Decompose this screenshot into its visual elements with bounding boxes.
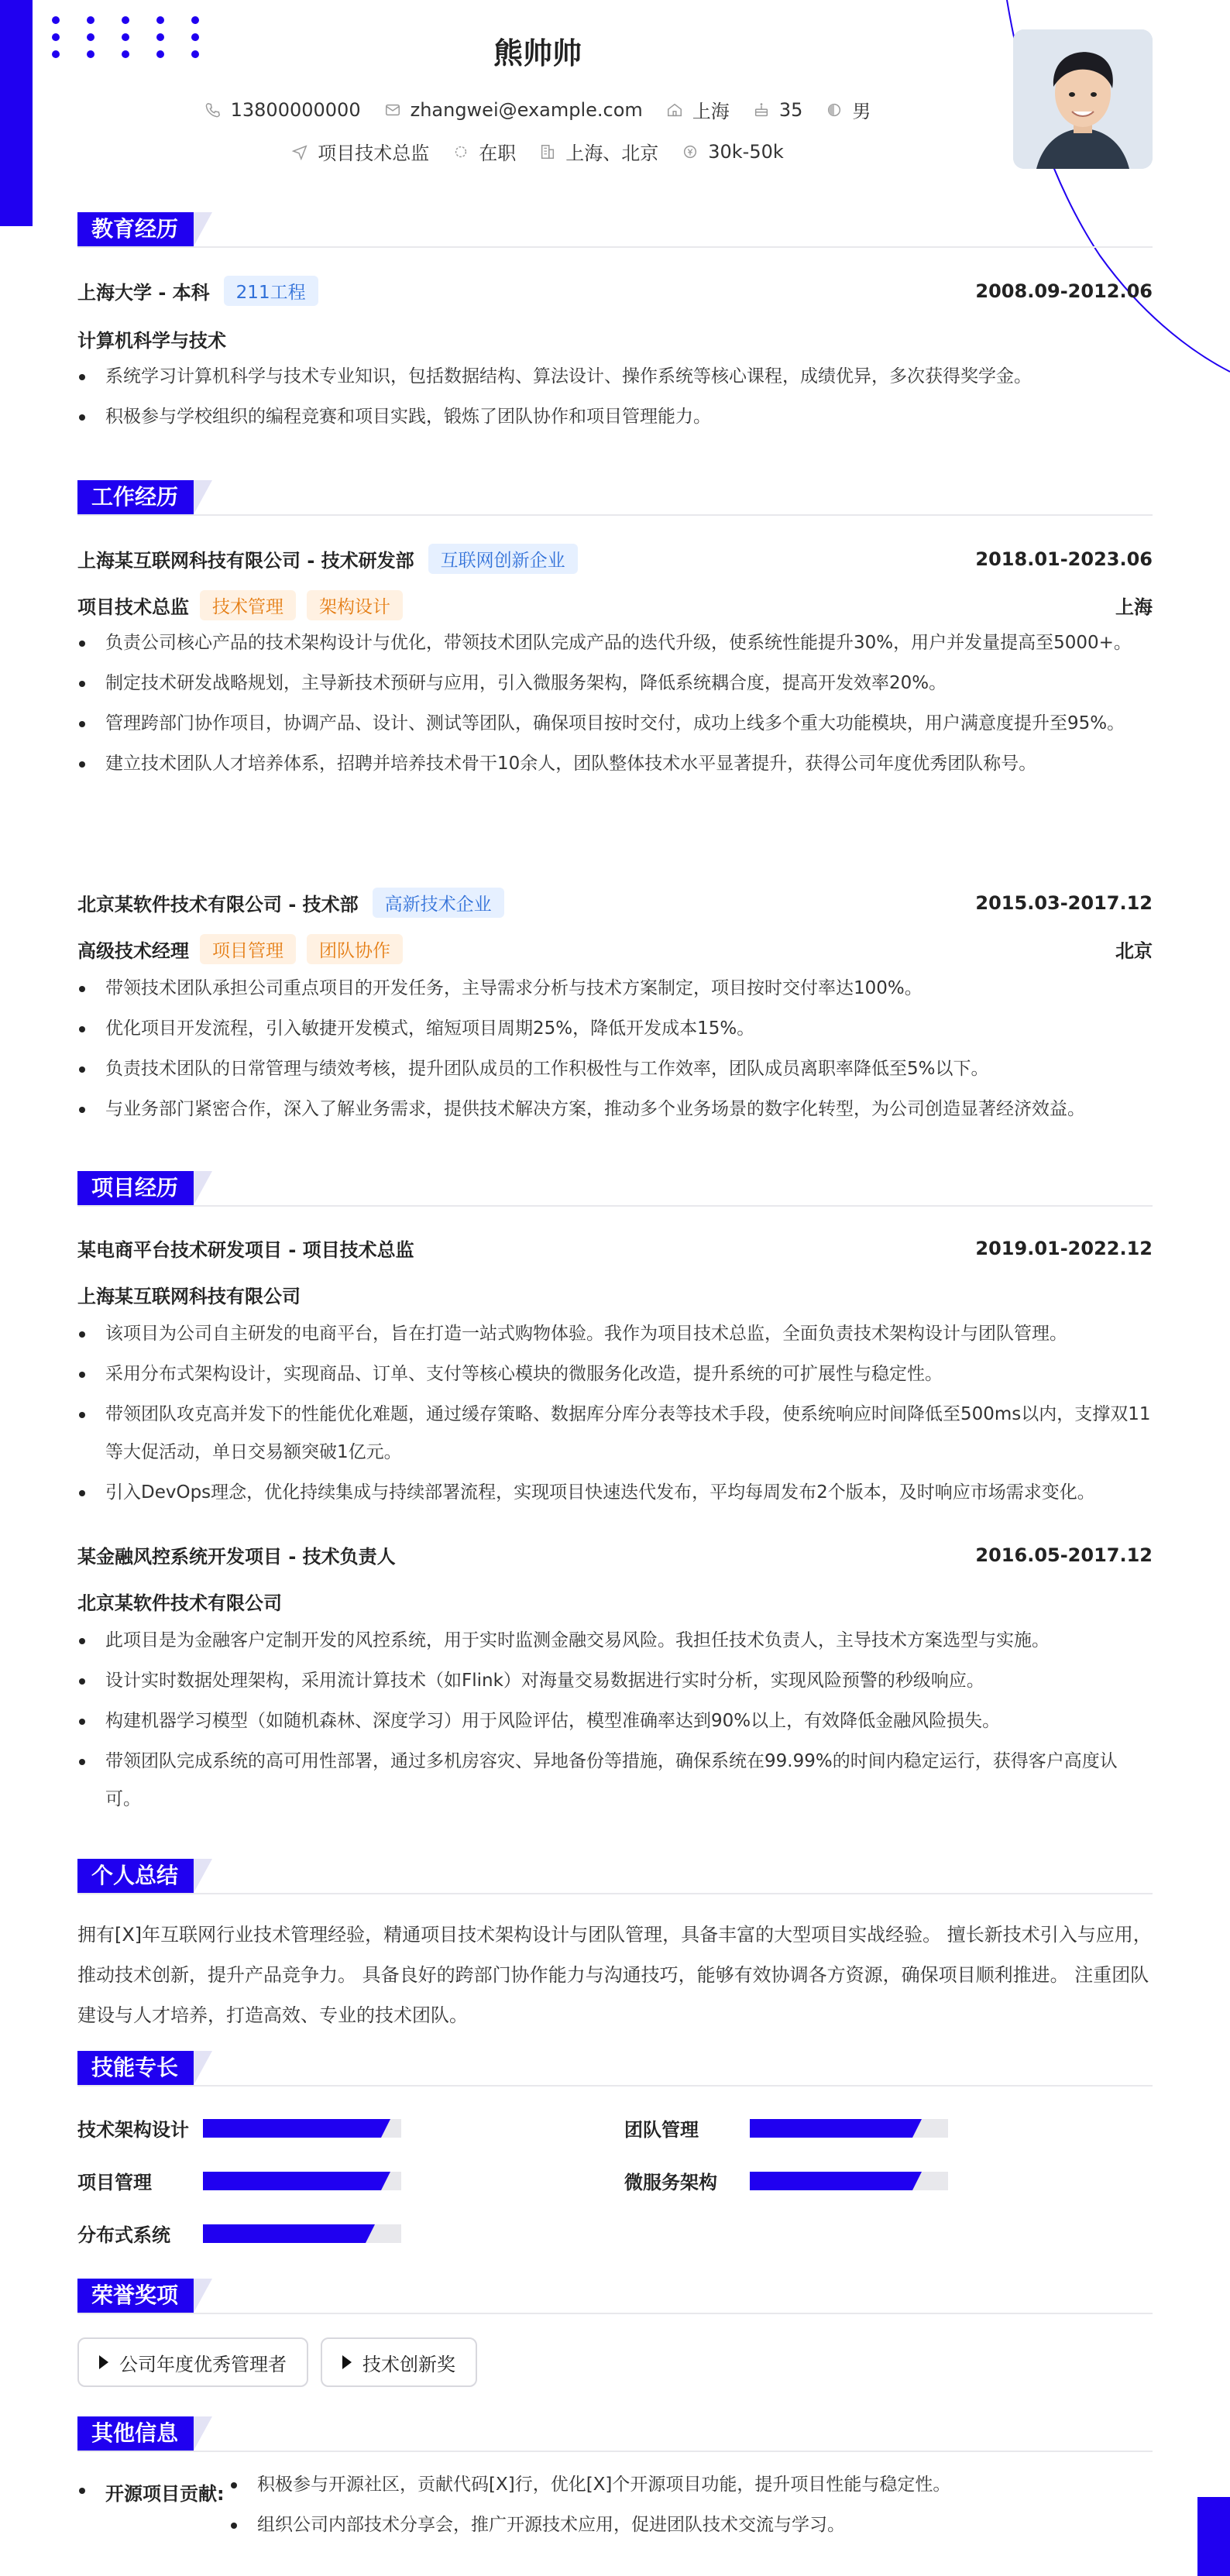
work-date: 2018.01-2023.06 — [975, 548, 1153, 570]
education-bullets — [77, 358, 1153, 438]
gender-icon — [826, 101, 843, 118]
list-item: 带领团队攻克高并发下的性能优化难题，通过缓存策略、数据库分库分表等技术手段，使系统响应时间降低至500ms以内，支撑双11等大促活动，单日交易额突破1亿元。 — [77, 1396, 1153, 1472]
city-item — [666, 96, 730, 123]
skills-title: 技能专长 — [77, 2051, 194, 2085]
role-tag: 技术管理 — [200, 590, 296, 620]
list-item: 积极参与开源社区，贡献代码[X]行，优化[X]个开源项目功能，提升项目性能与稳定性。 — [229, 2466, 1153, 2504]
other-label: 开源项目贡献: — [77, 2478, 225, 2506]
project-bullets — [77, 1622, 1153, 1821]
skill-bar-fill — [203, 2119, 381, 2138]
skill-item — [77, 2220, 401, 2247]
avatar-portrait — [1013, 29, 1153, 169]
target-city-item — [539, 138, 658, 165]
skill-name: 项目管理 — [77, 2172, 152, 2193]
list-item: 优化项目开发流程，引入敏捷开发模式，缩短项目周期25%，降低开发成本15%。 — [77, 1010, 1153, 1048]
phone-icon — [204, 101, 222, 118]
phone-text: 13800000000 — [230, 98, 361, 121]
other-title: 其他信息 — [77, 2416, 194, 2451]
work-location: 北京 — [1115, 940, 1153, 962]
award-chip — [77, 2337, 308, 2387]
position-item — [291, 138, 429, 165]
skill-name: 技术架构设计 — [77, 2119, 189, 2141]
award-label: 技术创新奖 — [362, 2353, 455, 2375]
work-bullets — [77, 624, 1153, 785]
decorative-right-bar — [1197, 2497, 1230, 2576]
work-bullets — [77, 970, 1153, 1131]
gender-text: 男 — [852, 101, 871, 122]
work-entry-row — [77, 544, 1153, 574]
summary-section — [77, 1856, 1153, 2026]
skills-header — [77, 2048, 1153, 2087]
other-section — [77, 2413, 1153, 2535]
skill-name: 分布式系统 — [77, 2224, 170, 2246]
education-section — [77, 209, 1153, 427]
skill-item — [624, 2167, 948, 2194]
education-header — [77, 209, 1153, 248]
building-icon — [539, 143, 556, 160]
skill-item — [77, 2167, 401, 2194]
skill-bar — [203, 2119, 401, 2138]
profile-header — [77, 0, 1153, 186]
education-entry-row — [77, 276, 1153, 306]
gender-item — [826, 96, 871, 123]
school-tag: 211工程 — [224, 276, 318, 306]
project-entry-row — [77, 1541, 1153, 1568]
award-chip — [321, 2337, 477, 2387]
education-major: 计算机科学与技术 — [77, 330, 226, 352]
list-item: 系统学习计算机科学与技术专业知识，包括数据结构、算法设计、操作系统等核心课程，成绩优异，多次获得奖学金。 — [77, 358, 1153, 396]
skill-bar — [750, 2172, 948, 2190]
skill-bar-fill — [750, 2119, 912, 2138]
salary-text: 30k-50k — [708, 140, 784, 163]
summary-header — [77, 1856, 1153, 1894]
work-role-row — [77, 934, 1153, 964]
summary-text — [77, 1915, 1153, 2035]
avatar — [1013, 29, 1153, 169]
city-text: 上海 — [692, 101, 730, 122]
skills-section — [77, 2048, 1153, 2246]
awards-header — [77, 2275, 1153, 2314]
age-item — [753, 96, 803, 123]
list-item: 带领团队完成系统的高可用性部署，通过多机房容灾、异地备份等措施，确保系统在99.99%的时间内稳定运行，获得客户高度认可。 — [77, 1743, 1153, 1819]
list-item: 管理跨部门协作项目，协调产品、设计、测试等团队，确保项目按时交付，成功上线多个重大功能模块，用户满意度提升至95%。 — [77, 705, 1153, 743]
list-item: 负责技术团队的日常管理与绩效考核，提升团队成员的工作积极性与工作效率，团队成员离职率降低至5%以下。 — [77, 1050, 1153, 1088]
status-text: 在职 — [479, 143, 517, 164]
list-item: 积极参与学校组织的编程竞赛和项目实践，锻炼了团队协作和项目管理能力。 — [77, 398, 1153, 436]
send-icon — [291, 143, 308, 160]
skill-bar-fill — [203, 2172, 381, 2190]
list-item: 设计实时数据处理架构，采用流计算技术（如Flink）对海量交易数据进行实时分析，实现风险预警的秒级响应。 — [77, 1662, 1153, 1700]
company-tag: 高新技术企业 — [373, 888, 504, 918]
school-name: 上海大学 - 本科 — [77, 282, 210, 304]
list-item: 引入DevOps理念，优化持续集成与持续部署流程，实现项目快速迭代发布，平均每周发布2个版本，及时响应市场需求变化。 — [77, 1474, 1153, 1512]
skill-bar — [203, 2172, 401, 2190]
company-tag: 互联网创新企业 — [428, 544, 578, 574]
job-intent-row — [77, 138, 998, 165]
candidate-name: 熊帅帅 — [493, 36, 582, 70]
awards-list — [77, 2337, 1153, 2387]
email-text: zhangwei@example.com — [410, 98, 643, 121]
work-role-row — [77, 590, 1153, 620]
list-item: 构建机器学习模型（如随机森林、深度学习）用于风险评估，模型准确率达到90%以上，有效降低金融风险损失。 — [77, 1702, 1153, 1740]
education-title: 教育经历 — [77, 212, 194, 246]
other-header — [77, 2413, 1153, 2452]
work-role: 高级技术经理 — [77, 940, 189, 962]
projects-title: 项目经历 — [77, 1171, 194, 1205]
role-tag: 团队协作 — [307, 934, 403, 964]
resume-page — [77, 0, 1153, 2535]
status-icon — [452, 143, 469, 160]
contact-row — [77, 96, 998, 123]
skill-bar-fill — [203, 2224, 366, 2243]
cake-icon — [753, 101, 770, 118]
summary-title: 个人总结 — [77, 1859, 194, 1893]
role-tag: 架构设计 — [307, 590, 403, 620]
other-bullets — [229, 2466, 1153, 2547]
list-item: 采用分布式架构设计，实现商品、订单、支付等核心模块的微服务化改造，提升系统的可扩展性与稳定性。 — [77, 1355, 1153, 1393]
list-item: 该项目为公司自主研发的电商平台，旨在打造一站式购物体验。我作为项目技术总监，全面负责技术架构设计与团队管理。 — [77, 1315, 1153, 1353]
project-company: 北京某软件技术有限公司 — [77, 1592, 282, 1614]
skill-name: 微服务架构 — [624, 2172, 717, 2193]
work-company: 上海某互联网科技有限公司 - 技术研发部 — [77, 550, 414, 572]
project-title: 某金融风控系统开发项目 - 技术负责人 — [77, 1546, 396, 1568]
projects-section — [77, 1168, 1153, 1809]
project-bullets — [77, 1315, 1153, 1514]
projects-header — [77, 1168, 1153, 1207]
money-icon — [682, 143, 699, 160]
summary-line: 建设与人才培养，打造高效、专业的技术团队。 — [77, 2004, 468, 2026]
skill-bar-fill — [750, 2172, 912, 2190]
work-header — [77, 477, 1153, 516]
role-tag: 项目管理 — [200, 934, 296, 964]
work-section — [77, 477, 1153, 1119]
skill-bar — [203, 2224, 401, 2243]
work-location: 上海 — [1115, 596, 1153, 618]
status-item — [452, 138, 516, 165]
salary-item — [682, 138, 784, 165]
list-item: 负责公司核心产品的技术架构设计与优化，带领技术团队完成产品的迭代升级，使系统性能提升30%，用户并发量提高至5000+。 — [77, 624, 1153, 662]
list-item: 与业务部门紧密合作，深入了解业务需求，提供技术解决方案，推动多个业务场景的数字化转型，为公司创造显著经济效益。 — [77, 1091, 1153, 1128]
project-company: 上海某互联网科技有限公司 — [77, 1286, 301, 1307]
list-item: 带领技术团队承担公司重点项目的开发任务，主导需求分析与技术方案制定，项目按时交付率达100%。 — [77, 970, 1153, 1008]
skill-bar — [750, 2119, 948, 2138]
work-entry-row — [77, 888, 1153, 918]
list-item: 建立技术团队人才培养体系，招聘并培养技术骨干10余人，团队整体技术水平显著提升，获得公司年度优秀团队称号。 — [77, 745, 1153, 783]
project-date: 2019.01-2022.12 — [975, 1237, 1153, 1259]
phone-item — [204, 96, 361, 123]
summary-line: 推动技术创新，提升产品竞争力。 具备良好的跨部门协作能力与沟通技巧，能够有效协调各方资源，确保项目顺利推进。 注重团队 — [77, 1964, 1149, 1986]
list-item: 组织公司内部技术分享会，推广开源技术应用，促进团队技术交流与学习。 — [229, 2506, 1153, 2544]
age-text: 35 — [778, 98, 803, 121]
target-city-text: 上海、北京 — [565, 143, 659, 164]
skill-item — [77, 2114, 401, 2142]
list-item: 此项目是为金融客户定制开发的风控系统，用于实时监测金融交易风险。我担任技术负责人，主导技术方案选型与实施。 — [77, 1622, 1153, 1660]
position-text: 项目技术总监 — [318, 143, 430, 164]
play-triangle-icon — [99, 2355, 108, 2369]
mail-icon — [384, 101, 401, 118]
work-company: 北京某软件技术有限公司 - 技术部 — [77, 894, 359, 915]
education-date: 2008.09-2012.06 — [975, 280, 1153, 302]
skill-name: 团队管理 — [624, 2119, 699, 2141]
award-label: 公司年度优秀管理者 — [119, 2353, 287, 2375]
decorative-left-bar — [0, 0, 33, 226]
work-date: 2015.03-2017.12 — [975, 891, 1153, 914]
project-title: 某电商平台技术研发项目 - 项目技术总监 — [77, 1239, 414, 1261]
summary-line: 拥有[X]年互联网行业技术管理经验，精通项目技术架构设计与团队管理，具备丰富的大型项目实战经验。 擅长新技术引入与应用， — [77, 1924, 1152, 1946]
work-title: 工作经历 — [77, 480, 194, 514]
home-icon — [666, 101, 683, 118]
project-entry-row — [77, 1235, 1153, 1262]
skill-item — [624, 2114, 948, 2142]
awards-title: 荣誉奖项 — [77, 2279, 194, 2313]
list-item: 制定技术研发战略规划，主导新技术预研与应用，引入微服务架构，降低系统耦合度，提高开发效率20%。 — [77, 665, 1153, 702]
work-role: 项目技术总监 — [77, 596, 189, 618]
awards-section — [77, 2275, 1153, 2375]
project-date: 2016.05-2017.12 — [975, 1544, 1153, 1566]
email-item — [384, 96, 643, 123]
play-triangle-icon — [342, 2355, 352, 2369]
